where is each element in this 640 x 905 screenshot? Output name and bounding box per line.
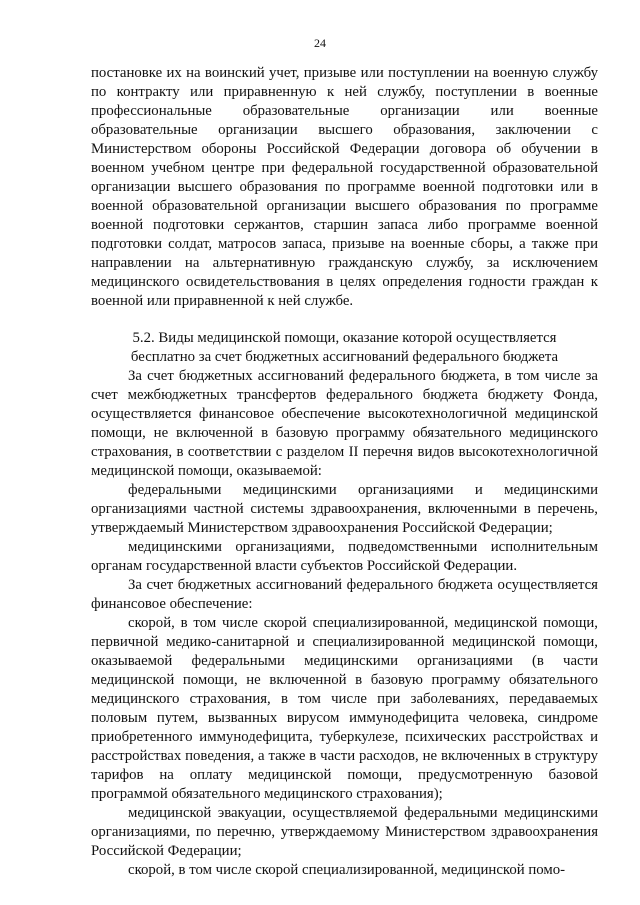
section-heading: 5.2. Виды медицинской помощи, оказание которой осуществляется бесплатно за счет бюджетных ассигнований федерального бюджета <box>130 330 559 365</box>
list-item: скорой, в том числе скорой специализированной, медицинской помо- <box>128 862 566 878</box>
list-item: медицинскими организациями, подведомственными исполнительным органам государственной власти субъектов Российской Федерации. <box>91 539 598 574</box>
list-item: скорой, в том числе скорой специализированной, медицинской помощи, первичной медико-санитарной и специализированной медицинской помощи, оказываемой федеральными медицинскими организациями (в части медицинской помощи, не включенной в базовую программу обязательного медицинского страхования, в том числе при заболеваниях, передаваемых половым путем, вызванных вирусом иммунодефицита человека, синдроме приобретенного иммунодефицита, туберкулезе, психических расстройствах и расстройствах поведения, а также в части расходов, не включенных в структуру тарифов на оплату медицинской помощи, предусмотренную базовой программой обязательного медицинского страхования); <box>91 615 598 802</box>
document-body <box>91 64 598 880</box>
list-item: медицинской эвакуации, осуществляемой федеральными медицинскими организациями, по перечню, утверждаемому Министерством здравоохранения Российской Федерации; <box>91 805 598 859</box>
paragraph-continuation: постановке их на воинский учет, призыве или поступлении на военную службу по контракту или приравненную к ней службу, поступлении в военные профессиональные образовательные организации или военные образовательные организации высшего образования, заключении с Министерством обороны Российской Федерации договора об обучении в военном учебном центре при федеральной государственной образовательной организации высшего образования по программе военной подготовки или в военной образовательной организации высшего образования по программе военной подготовки сержантов, старшин запаса либо программе военной подготовки солдат, матросов запаса, призыве на военные сборы, а также при направлении на альтернативную гражданскую службу, за исключением медицинского освидетельствования в целях определения годности граждан к военной или приравненной к ней службе. <box>91 65 598 309</box>
page-number: 24 <box>314 36 326 50</box>
list-item: федеральными медицинскими организациями и медицинскими организациями частной системы здравоохранения, включенными в перечень, утверждаемый Министерством здравоохранения Российской Федерации; <box>91 482 598 536</box>
paragraph: За счет бюджетных ассигнований федерального бюджета, в том числе за счет межбюджетных трансфертов федерального бюджета бюджету Фонда, осуществляется финансовое обеспечение высокотехнологичной медицинской помощи, не включенной в базовую программу обязательного медицинского страхования, в соответствии с разделом II перечня видов высокотехнологичной медицинской помощи, оказываемой: <box>91 368 598 479</box>
paragraph: За счет бюджетных ассигнований федерального бюджета осуществляется финансовое обеспечение: <box>91 577 598 612</box>
